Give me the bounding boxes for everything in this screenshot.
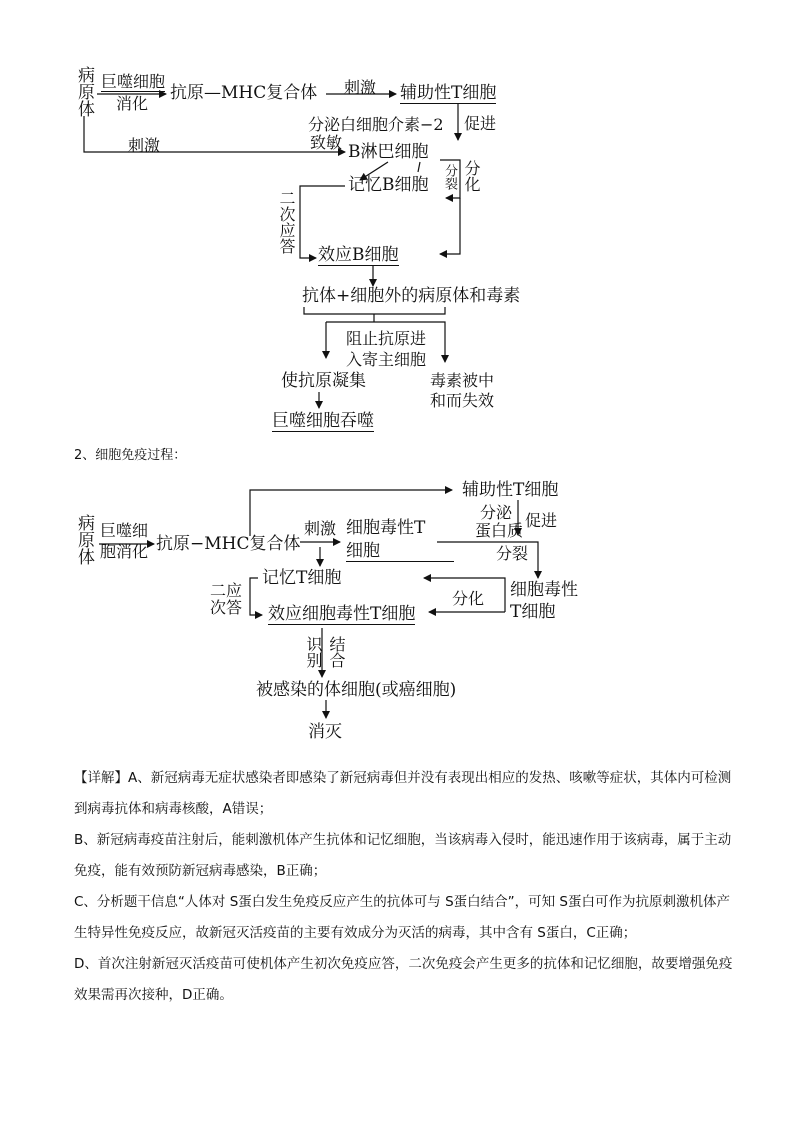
secrete-il2-label: 分泌白细胞介素−2 <box>308 115 444 134</box>
digest-label: 消化 <box>116 94 149 113</box>
effector-t-label: 效应细胞毒性T细胞 <box>268 604 416 624</box>
memory-b-label: 记忆B细胞 <box>348 175 429 195</box>
infected-cell-label: 被感染的体细胞(或癌细胞) <box>256 680 457 700</box>
block-entry-label-2: 入寄主细胞 <box>346 350 427 369</box>
eliminate-label: 消灭 <box>308 722 342 742</box>
secrete-label-1: 分泌 <box>480 503 513 522</box>
phagocytosis-label: 巨噬细胞吞噬 <box>272 411 374 431</box>
differentiate-label-2: 分化 <box>452 589 485 608</box>
helper-t-label: 辅助性T细胞 <box>400 83 497 103</box>
stimulate-label: 刺激 <box>344 78 377 97</box>
memory-t-label: 记忆T细胞 <box>262 568 342 588</box>
cytotoxic-t2-label-2: T细胞 <box>510 602 556 622</box>
agglutinate-label: 使抗原凝集 <box>281 371 366 391</box>
antibody-combo-label: 抗体+细胞外的病原体和毒素 <box>302 286 521 306</box>
stimulate-label-2: 刺激 <box>128 136 161 155</box>
macrophage-label-2: 巨噬细 <box>100 521 149 540</box>
pathogen-label-2: 病原体 <box>74 514 94 565</box>
sensitize-label: 致敏 <box>310 133 343 152</box>
explanation-paragraph-b: B、新冠病毒疫苗注射后，能刺激机体产生抗体和记忆细胞，当该病毒入侵时，能迅速作用于该病毒，属于主动免疫，能有效预防新冠病毒感染，B正确； <box>74 832 732 879</box>
stimulate-label-3: 刺激 <box>304 519 337 538</box>
secondary-response-label-2: 二应次答 <box>210 581 243 617</box>
pathogen-label: 病原体 <box>74 66 94 117</box>
promote-label: 促进 <box>464 114 497 133</box>
divide-label-2: 分裂 <box>496 544 529 563</box>
cytotoxic-t-label-1: 细胞毒性T <box>346 518 426 538</box>
antigen-mhc-label: 抗原—MHC复合体 <box>170 83 318 103</box>
cytotoxic-t-label-2: 细胞 <box>346 543 454 562</box>
section-heading: 2、细胞免疫过程： <box>74 448 187 463</box>
cytotoxic-t2-label-1: 细胞毒性 <box>510 580 578 600</box>
bind-label: 结合 <box>327 636 346 668</box>
divide-label: 分裂 <box>442 164 457 190</box>
recognize-label: 识别 <box>304 636 323 668</box>
explanation-paragraph-d: D、首次注射新冠灭活疫苗可使机体产生初次免疫应答，二次免疫会产生更多的抗体和记忆细胞，故要增强免疫效果需再次接种，D正确。 <box>74 956 733 1003</box>
effector-b-label: 效应B细胞 <box>318 245 399 265</box>
b-cell-label: B淋巴细胞 <box>348 142 429 162</box>
differentiate-label: 分化 <box>462 160 481 192</box>
explanation-paragraph-c: C、分析题干信息“人体对 S蛋白发生免疫反应产生的抗体可与 S蛋白结合”，可知 S蛋白可作为抗原刺激机体产生特异性免疫反应，故新冠灭活疫苗的主要有效成分为灭活的病毒，其中含有 S蛋白，C正确； <box>74 894 730 941</box>
promote-label-2: 促进 <box>525 511 558 530</box>
neutralize-label-2: 和而失效 <box>430 391 495 410</box>
macrophage-label: 巨噬细胞 <box>101 72 166 91</box>
explanation-paragraph-a: 【详解】A、新冠病毒无症状感染者即感染了新冠病毒但并没有表现出相应的发热、咳嗽等症状，其体内可检测到病毒抗体和病毒核酸，A错误； <box>74 770 732 817</box>
secondary-response-label: 二次应答 <box>277 190 296 254</box>
helper-t-label-2: 辅助性T细胞 <box>462 480 559 500</box>
antigen-mhc-label-2: 抗原−MHC复合体 <box>156 534 301 554</box>
digest-label-2: 胞消化 <box>100 542 149 561</box>
block-entry-label-1: 阻止抗原进 <box>346 329 427 348</box>
neutralize-label-1: 毒素被中 <box>430 371 495 390</box>
secrete-label-2: 蛋白质 <box>475 521 524 540</box>
